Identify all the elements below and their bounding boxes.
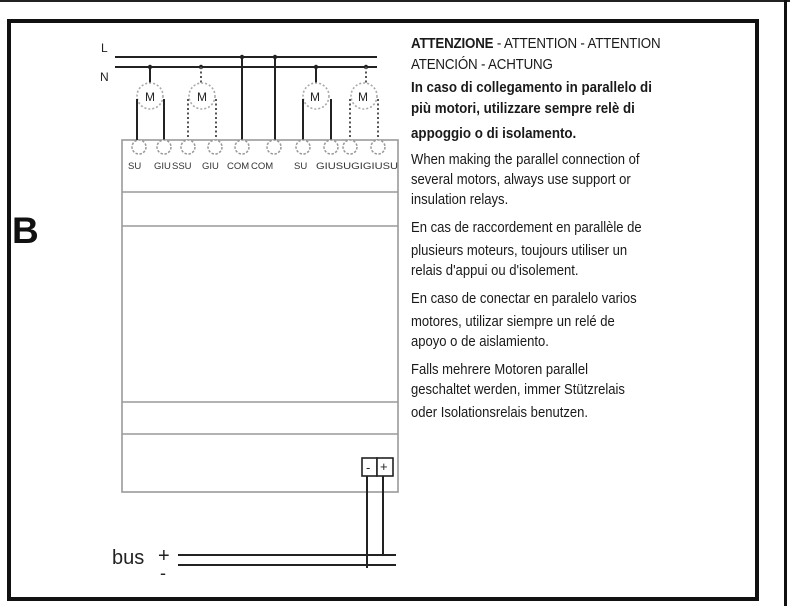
english-line: several motors, always use support or bbox=[411, 172, 631, 188]
terminal-label: GIU bbox=[202, 161, 219, 172]
actuator-module bbox=[122, 140, 398, 492]
french-line: plusieurs moteurs, toujours utiliser un bbox=[411, 243, 628, 259]
com-wires bbox=[242, 57, 275, 141]
english-warning bbox=[411, 150, 726, 210]
terminal-com-2 bbox=[267, 140, 281, 154]
heading-rest: - ATTENTION - ATTENTION bbox=[493, 36, 661, 52]
bus-terminal-block bbox=[362, 458, 393, 476]
spanish-line: apoyo o de aislamiento. bbox=[411, 334, 549, 350]
motor-label: M bbox=[145, 90, 155, 104]
english-line: insulation relays. bbox=[411, 192, 509, 208]
terminal-su-4 bbox=[343, 140, 357, 154]
motor-2 bbox=[188, 67, 216, 141]
motor-3 bbox=[303, 67, 331, 141]
motor-4 bbox=[350, 67, 378, 141]
spanish-warning bbox=[411, 289, 726, 352]
terminal-label: COM bbox=[251, 161, 274, 172]
terminal-label: GIU bbox=[154, 161, 171, 172]
neutral-rail-label: N bbox=[100, 70, 109, 84]
italian-line: più motori, utilizzare sempre relè di bbox=[411, 101, 635, 117]
motor-1 bbox=[137, 67, 164, 141]
italian-warning bbox=[411, 78, 728, 145]
bus-terminal-plus: + bbox=[380, 459, 388, 474]
panel-label: B bbox=[12, 210, 39, 251]
terminal-giu-4 bbox=[371, 140, 385, 154]
terminal-labels bbox=[128, 161, 398, 172]
screw-terminals bbox=[132, 140, 385, 154]
terminal-com-1 bbox=[235, 140, 249, 154]
english-line: When making the parallel connection of bbox=[411, 152, 640, 168]
motor-label: M bbox=[358, 90, 368, 104]
german-line: Falls mehrere Motoren parallel bbox=[411, 362, 588, 378]
motor-label: M bbox=[310, 90, 320, 104]
terminal-label: SU bbox=[294, 161, 308, 172]
power-rails bbox=[115, 57, 377, 67]
terminal-label: SSU bbox=[172, 161, 192, 172]
terminal-su-3 bbox=[296, 140, 310, 154]
terminal-giu-3 bbox=[324, 140, 338, 154]
warning-heading-line2: ATENCIÓN - ACHTUNG bbox=[411, 57, 553, 73]
terminal-label: SU bbox=[128, 161, 142, 172]
heading-bold: ATTENZIONE bbox=[411, 36, 494, 52]
bus-minus-sign: - bbox=[160, 563, 166, 583]
bus-wires bbox=[178, 476, 396, 568]
german-warning bbox=[411, 360, 726, 423]
terminal-su-1 bbox=[132, 140, 146, 154]
german-line: oder Isolationsrelais benutzen. bbox=[411, 405, 589, 421]
french-line: relais d'appui ou d'isolement. bbox=[411, 263, 579, 279]
warning-heading bbox=[411, 34, 728, 55]
bus-label: bus bbox=[112, 547, 145, 569]
terminal-label: GIUSUGIGIUSU bbox=[316, 161, 399, 172]
terminal-label: COM bbox=[227, 161, 250, 172]
terminal-giu-1 bbox=[157, 140, 171, 154]
terminal-giu-2 bbox=[208, 140, 222, 154]
italian-line: In caso di collegamento in parallelo di bbox=[411, 80, 652, 96]
warning-text bbox=[411, 34, 731, 423]
french-line: En cas de raccordement en parallèle de bbox=[411, 220, 642, 236]
german-line: geschaltet werden, immer Stützrelais bbox=[411, 382, 625, 398]
terminal-su-2 bbox=[181, 140, 195, 154]
bus-terminal-minus: - bbox=[366, 460, 371, 475]
italian-line: appoggio o di isolamento. bbox=[411, 126, 577, 142]
bus-plus-sign: + bbox=[158, 545, 170, 567]
live-rail-label: L bbox=[101, 41, 108, 55]
french-warning bbox=[411, 218, 726, 281]
motor-label: M bbox=[197, 90, 207, 104]
spanish-line: motores, utilizar siempre un relé de bbox=[411, 314, 615, 330]
spanish-line: En caso de conectar en paralelo varios bbox=[411, 291, 637, 307]
